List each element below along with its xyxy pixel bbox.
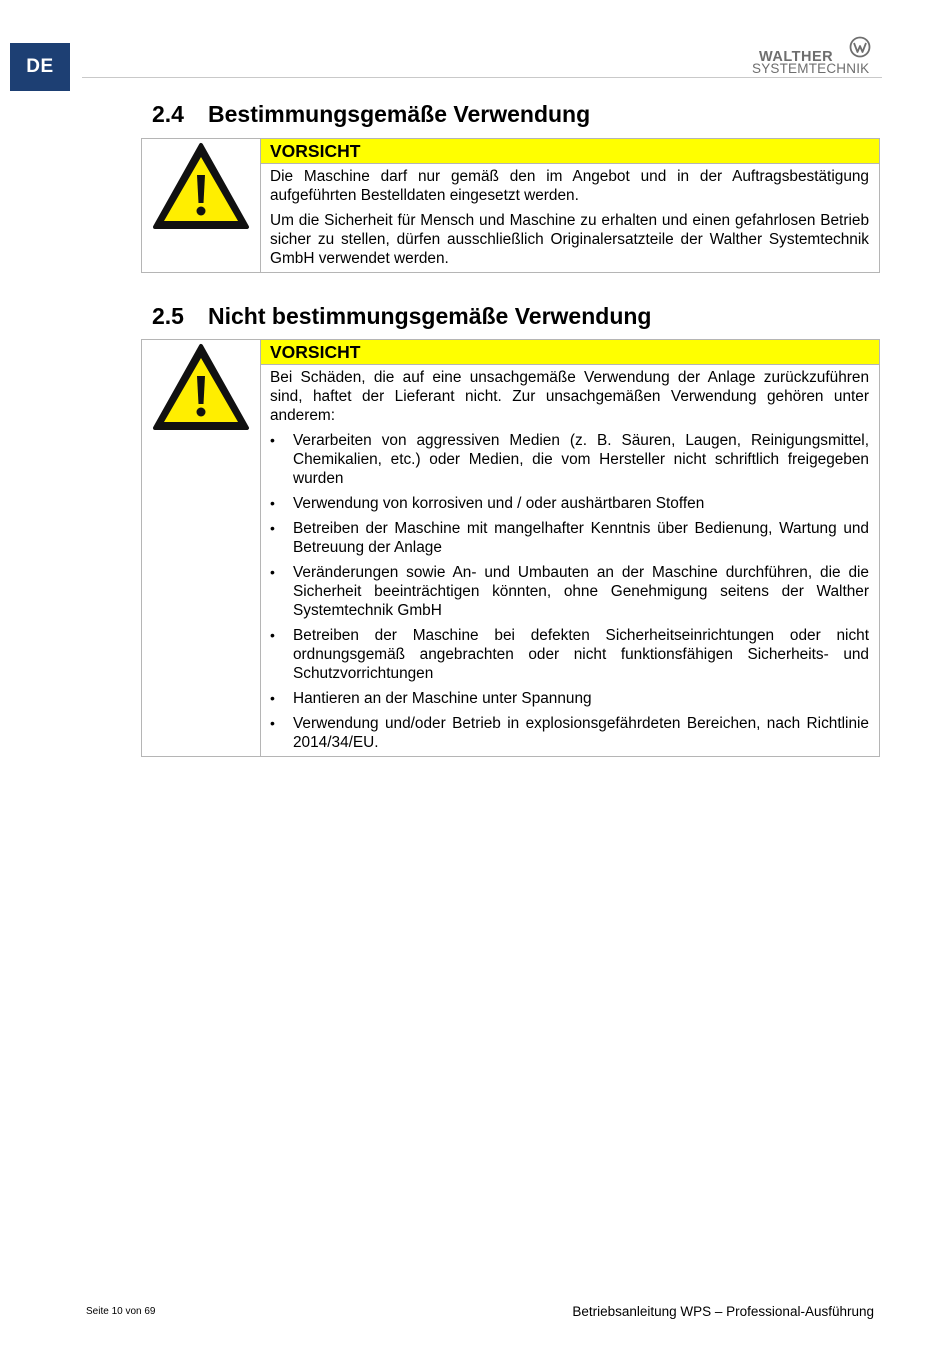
section-title: Bestimmungsgemäße Verwendung [208,101,591,127]
section-heading [152,100,590,128]
warning-triangle-icon [151,342,251,432]
warning-icon-cell [142,340,261,756]
signal-word: VORSICHT [261,139,879,164]
warning-box [141,138,880,273]
company-logo [752,36,876,76]
list-item: • Betreiben der Maschine mit mangelhafter Kenntnis über Bedienung, Wartung und Betreuung der Anlage [270,519,869,557]
list-item: • Betreiben der Maschine bei defekten Sicherheitseinrichtungen oder nicht ordnungsgemäß angebrachten oder nicht funktionsfähigen Sicherheits- und Schutzvorrichtungen [270,626,869,683]
warning-triangle-icon [151,141,251,231]
warning-paragraph: Um die Sicherheit für Mensch und Maschine zu erhalten und einen gefahrlosen Betrieb sicher zu stellen, dürfen ausschließlich Originalersatzteile der Walther Systemtechnik GmbH verwendet werden. [270,212,869,267]
warning-paragraph: Die Maschine darf nur gemäß den im Angebot und in der Auftragsbestätigung aufgeführten Bestelldaten eingesetzt werden. [270,168,869,204]
document-title: Betriebsanleitung WPS – Professional-Ausführung [572,1304,874,1319]
section-heading [152,302,651,330]
header-divider [82,77,882,78]
section-number: 2.5 [152,303,184,329]
section-number: 2.4 [152,101,184,127]
list-item: • Verarbeiten von aggressiven Medien (z. B. Säuren, Laugen, Reinigungsmittel, Chemikalien, etc.) oder Medien, die vom Hersteller nicht schriftlich freigegeben wurden [270,431,869,488]
list-item: • Verwendung und/oder Betrieb in explosionsgefährdeten Bereichen, nach Richtlinie 2014/34/EU. [270,714,869,752]
warning-box [141,339,880,757]
logo-subtitle: SYSTEMTECHNIK [752,61,870,76]
page-number: Seite 10 von 69 [86,1306,156,1317]
warning-icon-cell [142,139,261,272]
section-title: Nicht bestimmungsgemäße Verwendung [208,303,652,329]
logo-name: WALTHER [759,49,834,65]
misuse-list [270,431,869,752]
walther-logo-icon [849,36,871,58]
warning-paragraph: Bei Schäden, die auf eine unsachgemäße Verwendung der Anlage zurückzuführen sind, haftet der Lieferant nicht. Zur unsachgemäßen Verwendung gehören unter anderem: [270,369,869,424]
list-item: • Veränderungen sowie An- und Umbauten an der Maschine durchführen, die die Sicherheit beeinträchtigen könnten, ohne Genehmigung seitens der Walther Systemtechnik GmbH [270,563,869,620]
list-item: • Verwendung von korrosiven und / oder aushärtbaren Stoffen [270,494,869,513]
list-item: • Hantieren an der Maschine unter Spannung [270,689,869,708]
signal-word: VORSICHT [261,340,879,365]
language-badge: DE [10,43,70,91]
